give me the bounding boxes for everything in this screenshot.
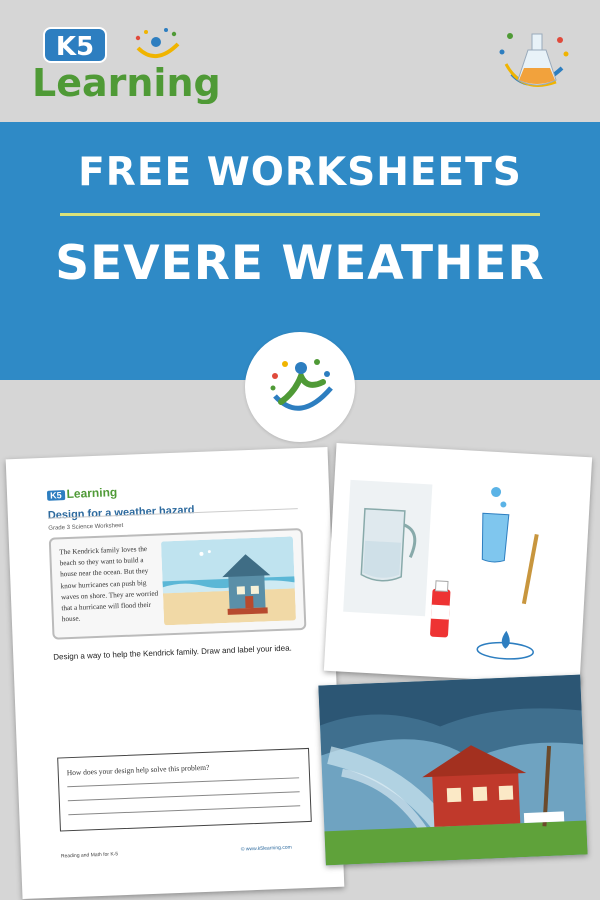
worksheet-footer-right: © www.k5learning.com	[240, 844, 292, 853]
house-image	[161, 536, 296, 625]
logo-badge-text: K5	[55, 32, 95, 62]
worksheet-logo-text: Learning	[66, 485, 118, 502]
storm-house-image[interactable]	[318, 675, 587, 866]
worksheet-logo-badge: K5	[47, 490, 65, 501]
answer-line	[68, 805, 300, 815]
story-text: The Kendrick family loves the beach so they want to build a house near the ocean. But they know hurricanes can push big waves on shore. They are worried that a hurricane will flood their house.	[59, 544, 159, 624]
answer-line	[68, 791, 300, 801]
banner-subtitle: FREE WORKSHEETS	[78, 150, 522, 195]
worksheet-title: Design for a weather hazard	[47, 504, 195, 522]
worksheet-subtitle: Grade 3 Science Worksheet	[48, 522, 124, 532]
page-title: SEVERE WEATHER	[55, 236, 545, 291]
story-box	[49, 528, 307, 640]
worksheet-preview[interactable]	[6, 447, 345, 899]
k5-badge-icon	[245, 332, 355, 442]
worksheet-logo	[47, 485, 118, 502]
banner-divider	[60, 213, 540, 216]
worksheet-footer-left: Reading and Math for K-5	[60, 851, 119, 860]
figure-icon	[136, 28, 178, 56]
k5-badge	[44, 28, 106, 62]
logo-word: Learning	[32, 61, 218, 104]
answer-question: How does your design help solve this problem?	[66, 762, 210, 778]
science-flask-icon	[492, 24, 574, 100]
lab-supplies-image[interactable]	[324, 443, 592, 685]
answer-line	[67, 777, 299, 787]
k5-learning-logo[interactable]	[28, 22, 218, 104]
answer-box[interactable]	[57, 748, 312, 832]
worksheet-task: Design a way to help the Kendrick family. Draw and label your idea.	[53, 643, 292, 662]
